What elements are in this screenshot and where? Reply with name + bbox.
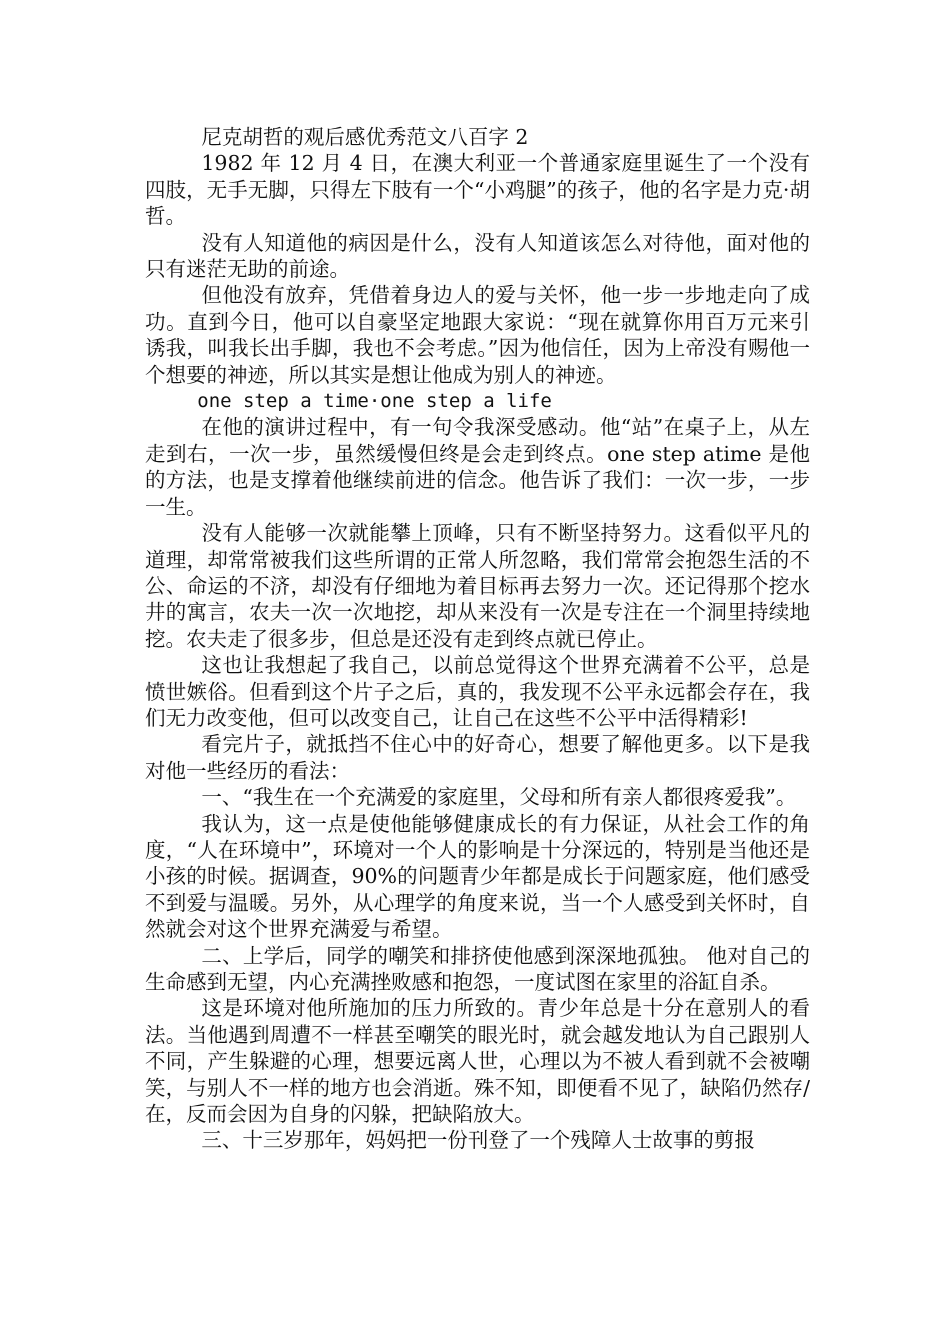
paragraph: 在他的演讲过程中，有一句令我深受感动。他“站”在桌子上，从左走到右，一次一步，虽然缓慢但终是会走到终点。one step atime 是他的方法，也是支撑着他继续前进的信念。他告诉了我们：一次一步，一步一生。: [145, 415, 810, 519]
paragraph: 我认为，这一点是使他能够健康成长的有力保证，从社会工作的角度，“人在环境中”，环境对一个人的影响是十分深远的，特别是当他还是小孩的时候。据调查，90%的问题青少年都是成长于问题家庭，他们感受不到爱与温暖。另外，从心理学的角度来说，当一个人感受到关怀时，自然就会对这个世界充满爱与希望。: [145, 811, 810, 942]
document-page: [145, 0, 810, 1154]
document-title: 尼克胡哲的观后感优秀范文八百字 2: [201, 125, 529, 149]
paragraph: 一、“我生在一个充满爱的家庭里，父母和所有亲人都很疼爱我”。: [201, 785, 797, 810]
paragraph: 但他没有放弃，凭借着身边人的爱与关怀，他一步一步地走向了成功。直到今日，他可以自豪坚定地跟大家说：“现在就算你用百万元来引诱我，叫我长出手脚，我也不会考虑。”因为他信任，因为上帝没有赐他一个想要的神迹，所以其实是想让他成为别人的神迹。: [145, 283, 810, 387]
paragraph: 这是环境对他所施加的压力所致的。青少年总是十分在意别人的看法。当他遇到周遭不一样甚至嘲笑的眼光时，就会越发地认为自己跟别人不同，产生躲避的心理，想要远离人世，心理以为不被人看到就不会被嘲笑，与别人不一样的地方也会消逝。殊不知，即便看不见了，缺陷仍然存/在，反而会因为自身的闪躲，把缺陷放大。: [145, 996, 810, 1127]
paragraph: 这也让我想起了我自己，以前总觉得这个世界充满着不公平，总是愤世嫉俗。但看到这个片子之后，真的，我发现不公平永远都会存在，我们无力改变他，但可以改变自己，让自己在这些不公平中活得精彩!: [145, 653, 810, 730]
paragraph: 看完片子，就抵挡不住心中的好奇心，想要了解他更多。以下是我对他一些经历的看法：: [145, 732, 810, 783]
paragraph: 1982 年 12 月 4 日，在澳大利亚一个普通家庭里诞生了一个没有四肢，无手无脚，只得左下肢有一个“小鸡腿”的孩子，他的名字是力克·胡哲。: [145, 151, 810, 229]
paragraph-subheading: one step a time·one step a life: [197, 390, 552, 413]
paragraph: 二、上学后，同学的嘲笑和排挤使他感到深深地孤独。 他对自己的生命感到无望，内心充满挫败感和抱怨，一度试图在家里的浴缸自杀。: [145, 943, 810, 994]
paragraph: 没有人能够一次就能攀上顶峰，只有不断坚持努力。这看似平凡的道理，却常常被我们这些所谓的正常人所忽略，我们常常会抱怨生活的不公、命运的不济，却没有仔细地为着目标再去努力一次。还记得那个挖水井的寓言，农夫一次一次地挖，却从来没有一次是专注在一个洞里持续地挖。农夫走了很多步，但总是还没有走到终点就已停止。: [145, 521, 810, 651]
paragraph: 没有人知道他的病因是什么，没有人知道该怎么对待他，面对他的只有迷茫无助的前途。: [145, 230, 810, 282]
paragraph: 三、十三岁那年，妈妈把一份刊登了一个残障人士故事的剪报: [201, 1128, 755, 1153]
